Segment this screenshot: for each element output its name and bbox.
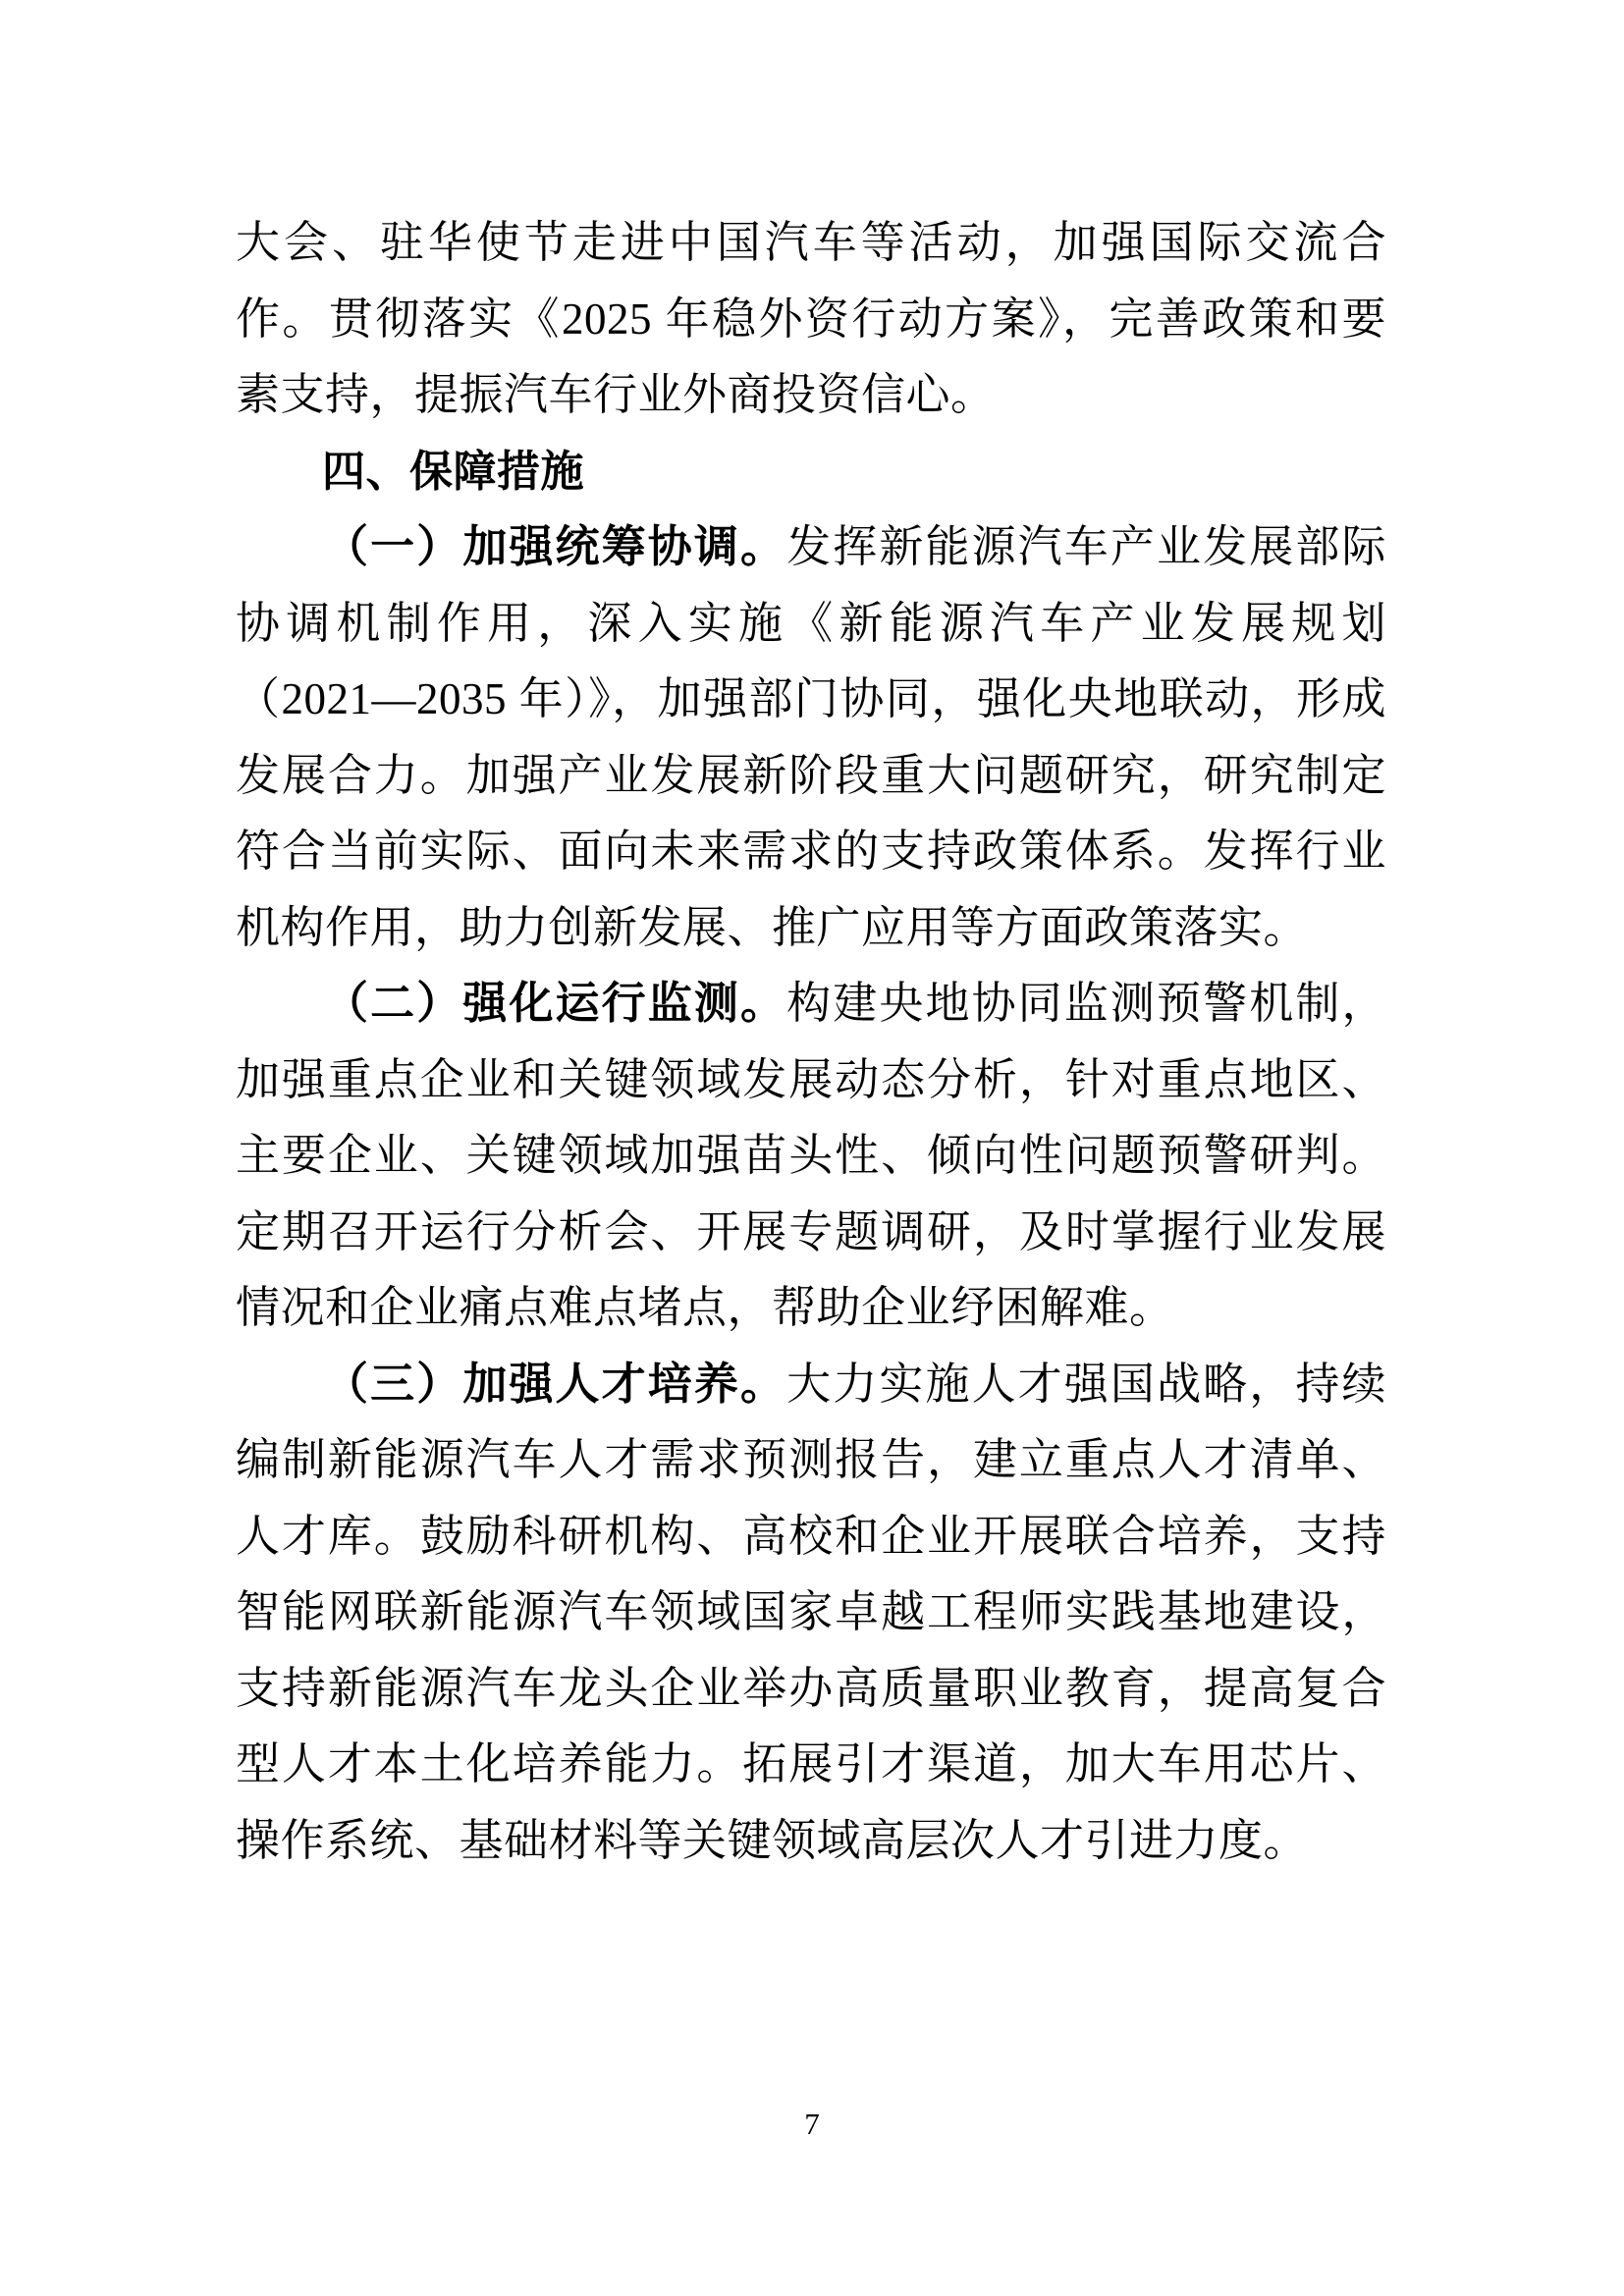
paragraph-lead-text: 四、保障措施 — [322, 447, 584, 496]
document-body — [236, 205, 1386, 1879]
body-paragraph — [236, 966, 1386, 1347]
paragraph-text: 构建央地协同监测预警机制，加强重点企业和关键领域发展动态分析，针对重点地区、主要企业、关键领域加强苗头性、倾向性问题预警研判。定期召开运行分析会、开展专题调研，及时掌握行业发展情况和企业痛点难点堵点，帮助企业纾困解难。 — [236, 979, 1386, 1332]
paragraph-text: 发挥新能源汽车产业发展部际协调机制作用，深入实施《新能源汽车产业发展规划（2021—2035 年）》，加强部门协同，强化央地联动，形成发展合力。加强产业发展新阶段重大问题研究，研究制定符合当前实际、面向未来需求的支持政策体系。发挥行业机构作用，助力创新发展、推广应用等方面政策落实。 — [236, 522, 1386, 952]
paragraph-lead-text: （一）加强统筹协调。 — [324, 522, 787, 571]
paragraph-lead-text: （三）加强人才培养。 — [324, 1359, 787, 1409]
paragraph-text: 大会、驻华使节走进中国汽车等活动，加强国际交流合作。贯彻落实《2025 年稳外资行动方案》，完善政策和要素支持，提振汽车行业外商投资信心。 — [236, 218, 1386, 419]
body-paragraph — [236, 205, 1386, 434]
page-number: 7 — [804, 2107, 820, 2141]
section-heading — [236, 434, 1386, 510]
paragraph-lead-text: （二）强化运行监测。 — [324, 979, 787, 1028]
body-paragraph — [236, 1347, 1386, 1880]
body-paragraph — [236, 509, 1386, 966]
paragraph-text: 大力实施人才强国战略，持续编制新能源汽车人才需求预测报告，建立重点人才清单、人才库。鼓励科研机构、高校和企业开展联合培养，支持智能网联新能源汽车领域国家卓越工程师实践基地建设，支持新能源汽车龙头企业举办高质量职业教育，提高复合型人才本土化培养能力。拓展引才渠道，加大车用芯片、操作系统、基础材料等关键领域高层次人才引进力度。 — [236, 1359, 1386, 1865]
